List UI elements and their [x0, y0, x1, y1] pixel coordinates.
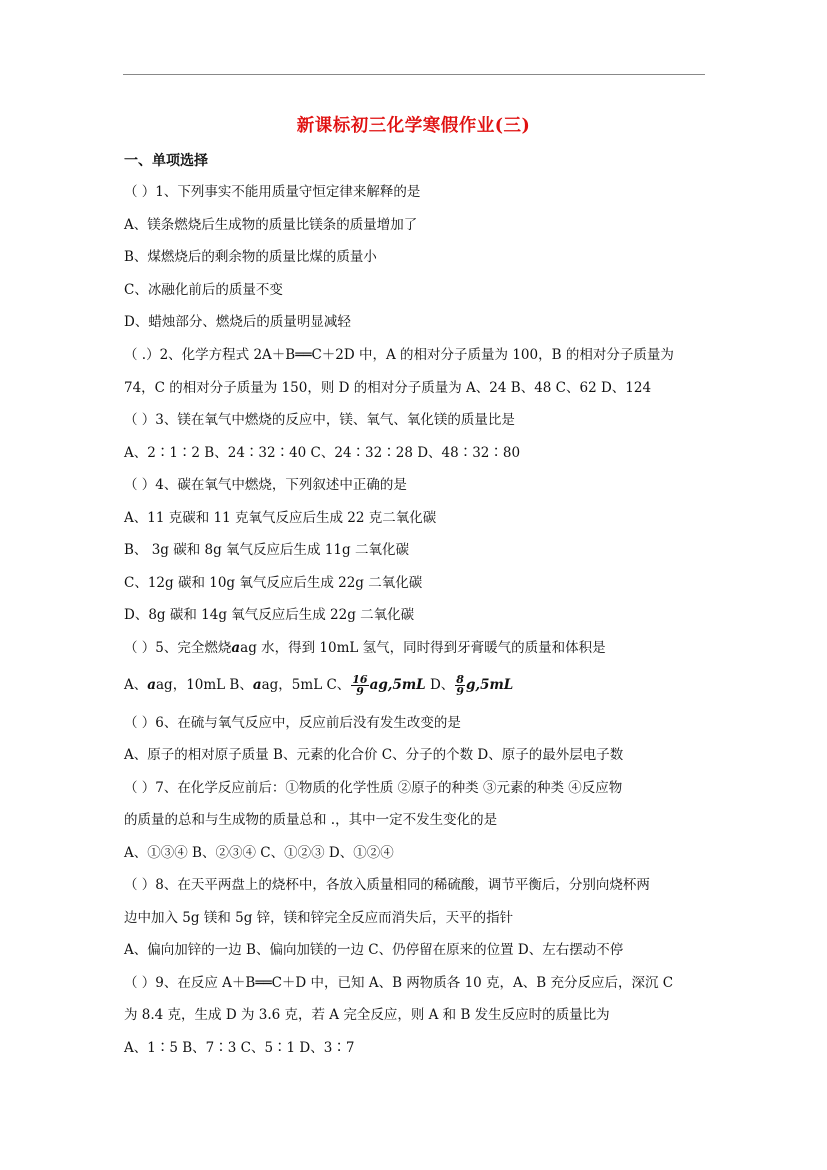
q8-stem-cont: 边中加入 5g 镁和 5g 锌，镁和锌完全反应而消失后，天平的指针: [124, 910, 514, 926]
q5-options: [124, 674, 513, 697]
q4-stem: （ ）4、碳在氧气中燃烧，下列叙述中正确的是: [124, 477, 407, 493]
q5-opt-c-fraction: [351, 674, 368, 697]
q8-stem: （ ）8、在天平两盘上的烧杯中，各放入质量相同的稀硫酸，调节平衡后，分别向烧杯两: [124, 877, 650, 893]
q8-options: A、偏向加锌的一边 B、偏向加镁的一边 C、仍停留在原来的位置 D、左右摆动不停: [124, 942, 624, 958]
q1-option-b: B、煤燃烧后的剩余物的质量比煤的质量小: [124, 249, 377, 265]
q2-stem-cont: 74，C 的相对分子质量为 150，则 D 的相对分子质量为 A、24 B、48 C、62 D、124: [124, 380, 652, 396]
q5-opt-b-italic: a: [252, 677, 262, 693]
q4-option-b: B、 3g 碳和 8g 氧气反应后生成 11g 二氧化碳: [124, 542, 409, 558]
q5-opt-d-label: D、: [425, 677, 455, 693]
q6-stem: （ ）6、在硫与氧气反应中，反应前后没有发生改变的是: [124, 715, 461, 731]
q5-opt-a-label: A、: [124, 677, 148, 693]
q6-options: A、原子的相对原子质量 B、元素的化合价 C、分子的个数 D、原子的最外层电子数: [124, 747, 624, 763]
q3-options: A、2∶1∶2 B、24∶32∶40 C、24∶32∶28 D、48∶32∶80: [124, 445, 521, 461]
q7-stem: （ ）7、在化学反应前后：①物质的化学性质 ②原子的种类 ③元素的种类 ④反应物: [124, 780, 623, 796]
section-heading: 一、单项选择: [124, 153, 208, 169]
q3-stem: （ ）3、镁在氧气中燃烧的反应中，镁、氧气、氧化镁的质量比是: [124, 412, 515, 428]
q7-stem-cont: 的质量的总和与生成物的质量总和 .，其中一定不发生变化的是: [124, 812, 498, 828]
q5-opt-d-denominator: 9: [456, 685, 464, 698]
document-title: 新课标初三化学寒假作业(三): [296, 116, 531, 136]
q5-opt-c-rest: ag,5mL: [369, 677, 426, 693]
q5-stem: [124, 639, 606, 657]
q5-stem-before: （ ）5、完全燃烧: [124, 640, 232, 656]
q4-option-c: C、12g 碳和 10g 氧气反应后生成 22g 二氧化碳: [124, 575, 423, 591]
q1-stem: （ ）1、下列事实不能用质量守恒定律来解释的是: [124, 184, 421, 200]
q5-opt-d-rest: g,5mL: [465, 677, 514, 693]
q7-options: A、①③④ B、②③④ C、①②③ D、①②④: [124, 845, 394, 861]
q1-option-c: C、冰融化前后的质量不变: [124, 282, 283, 298]
q9-stem-cont: 为 8.4 克，生成 D 为 3.6 克，若 A 完全反应，则 A 和 B 发生反应时的质量比为: [124, 1007, 610, 1023]
q9-options: A、1∶5 B、7∶3 C、5∶1 D、3∶7: [124, 1040, 355, 1056]
q5-opt-d-fraction: [455, 674, 465, 697]
q5-opt-a-italic: a: [147, 677, 156, 693]
q1-option-d: D、蜡烛部分、燃烧后的质量明显减轻: [124, 314, 351, 330]
header-rule: [123, 74, 705, 75]
q5-opt-a-rest: ag，10mL B、: [156, 677, 253, 693]
q5-italic-a: a: [231, 640, 241, 656]
q5-opt-c-denominator: 9: [356, 685, 364, 698]
q5-opt-d-numerator: 8: [456, 673, 464, 686]
q5-opt-c-numerator: 16: [352, 673, 368, 686]
q1-option-a: A、镁条燃烧后生成物的质量比镁条的质量增加了: [124, 217, 418, 233]
q4-option-a: A、11 克碳和 11 克氧气反应后生成 22 克二氧化碳: [124, 510, 437, 526]
q5-stem-after: ag 水，得到 10mL 氢气，同时得到牙膏暖气的质量和体积是: [240, 640, 606, 656]
q5-opt-b-rest: ag，5mL C、: [261, 677, 351, 693]
q2-stem: （ .）2、化学方程式 2A＋B══C＋2D 中，A 的相对分子质量为 100，B 的相对分子质量为: [124, 347, 674, 363]
q9-stem: （ ）9、在反应 A＋B══C＋D 中，已知 A、B 两物质各 10 克，A、B 充分反应后，深沉 C: [124, 975, 674, 991]
q4-option-d: D、8g 碳和 14g 氧气反应后生成 22g 二氧化碳: [124, 607, 415, 623]
